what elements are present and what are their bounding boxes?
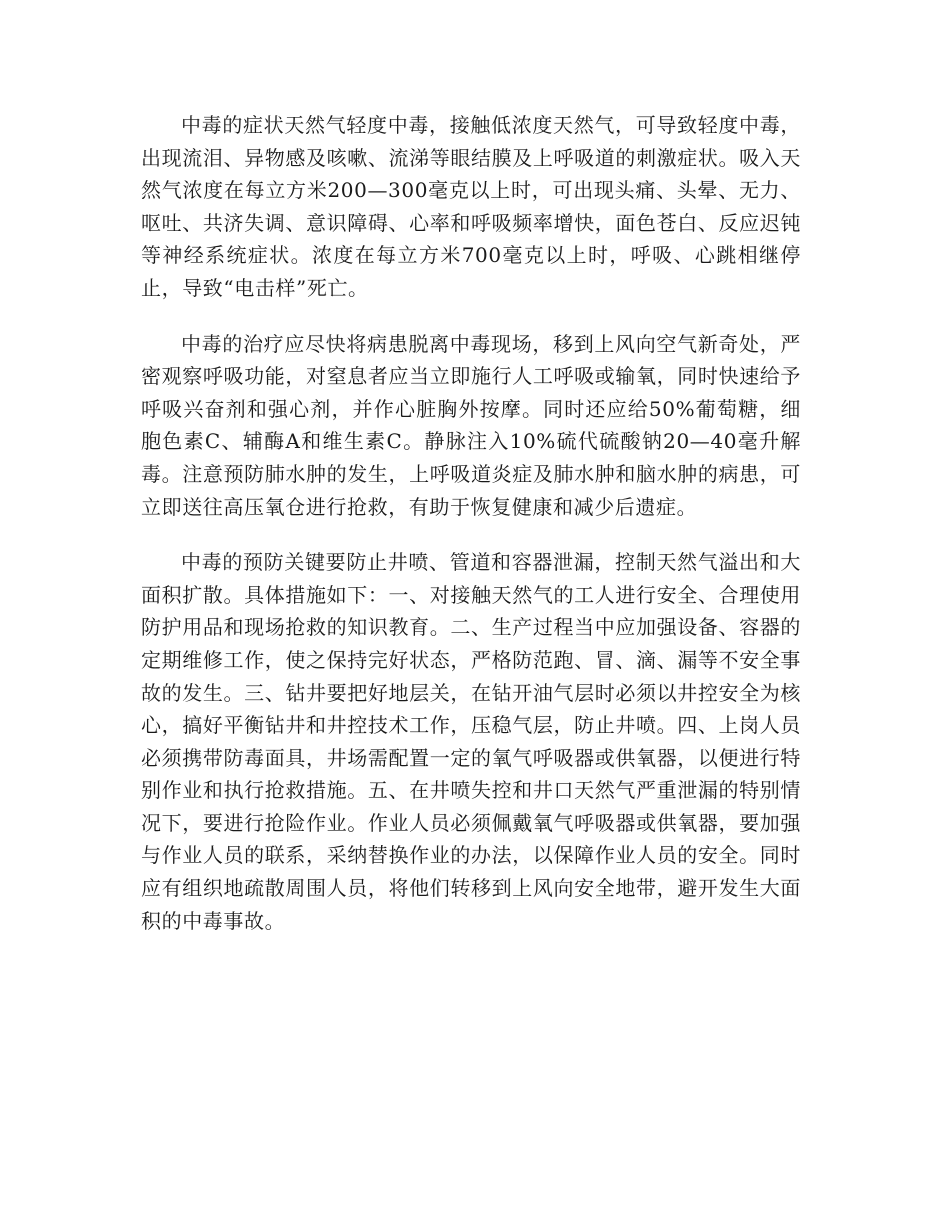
paragraph-prevention: 中毒的预防关键要防止井喷、管道和容器泄漏，控制天然气溢出和大面积扩散。具体措施如下：一、对接触天然气的工人进行安全、合理使用防护用品和现场抢救的知识教育。二、生产过程当中应加强设备、容器的定期维修工作，使之保持完好状态，严格防范跑、冒、滴、漏等不安全事故的发生。三、钻井要把好地层关，在钻开油气层时必须以井控安全为核心，搞好平衡钻井和井控技术工作，压稳气层，防止井喷。四、上岗人员必须携带防毒面具，井场需配置一定的氧气呼吸器或供氧器，以便进行特别作业和执行抢救措施。五、在井喷失控和井口天然气严重泄漏的特别情况下，要进行抢险作业。作业人员必须佩戴氧气呼吸器或供氧器，要加强与作业人员的联系，采纳替换作业的办法，以保障作业人员的安全。同时应有组织地疏散周围人员，将他们转移到上风向安全地带，避开发生大面积的中毒事故。 xyxy=(141,550,801,933)
paragraph-treatment: 中毒的治疗应尽快将病患脱离中毒现场，移到上风向空气新奇处，严密观察呼吸功能，对窒息者应当立即施行人工呼吸或输氧，同时快速给予呼吸兴奋剂和强心剂，并作心脏胸外按摩。同时还应给50%葡萄糖，细胞色素C、辅酶A和维生素C。静脉注入10%硫代硫酸钠20—40毫升解毒。注意预防肺水肿的发生，上呼吸道炎症及肺水肿和脑水肿的病患，可立即送往高压氧仓进行抢救，有助于恢复健康和减少后遗症。 xyxy=(141,331,801,519)
document-body xyxy=(141,109,801,960)
paragraph-symptoms: 中毒的症状天然气轻度中毒，接触低浓度天然气，可导致轻度中毒，出现流泪、异物感及咳嗽、流涕等眼结膜及上呼吸道的刺激症状。吸入天然气浓度在每立方米200—300毫克以上时，可出现头痛、头晕、无力、呕吐、共济失调、意识障碍、心率和呼吸频率增快，面色苍白、反应迟钝等神经系统症状。浓度在每立方米700毫克以上时，呼吸、心跳相继停止，导致“电击样”死亡。 xyxy=(141,113,801,300)
